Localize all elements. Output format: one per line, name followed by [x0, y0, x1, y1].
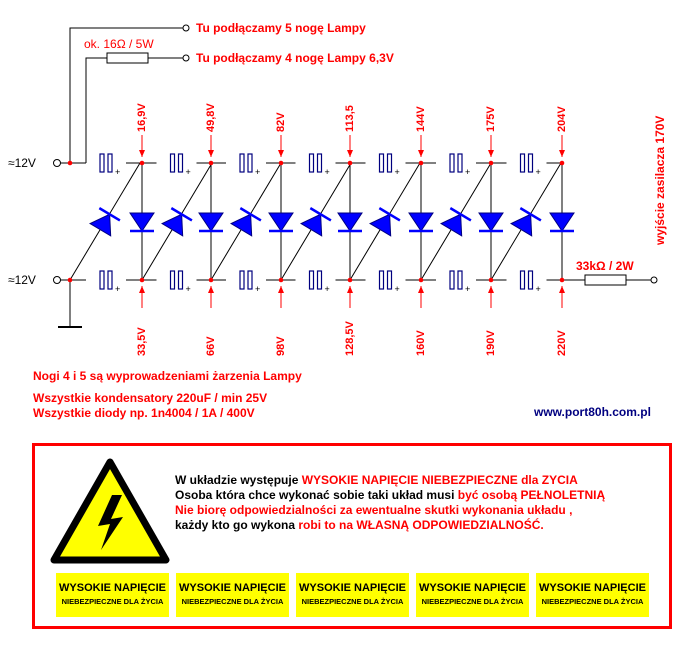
bottom-capacitor: [436, 271, 476, 294]
diagonal-diode: [491, 163, 561, 280]
output-resistor: [585, 275, 626, 285]
ac-bottom-terminal[interactable]: [54, 277, 61, 284]
junction-dot: [279, 278, 284, 283]
note-capacitors: Wszystkie kondensatory 220uF / min 25V: [33, 391, 268, 405]
ac-top-terminal[interactable]: [54, 160, 61, 167]
top-voltage-label: 49,8V: [205, 103, 217, 132]
bottom-voltage-arrow: [139, 286, 145, 308]
vertical-diode: [269, 163, 293, 280]
junction-dot: [489, 161, 494, 166]
bottom-voltage-label: 33,5V: [136, 327, 148, 356]
svg-text:+: +: [115, 167, 121, 177]
vertical-diode: [409, 163, 433, 280]
top-voltage-arrow: [559, 135, 565, 157]
top-voltage-label: 204V: [556, 106, 568, 132]
junction-dot: [209, 161, 214, 166]
warning-sign-title: WYSOKIE NAPIĘCIE: [179, 582, 286, 594]
heater-resistor-label: ok. 16Ω / 5W: [84, 37, 154, 51]
warning-line-1-a: W układzie występuje: [175, 473, 302, 487]
junction-dot: [489, 278, 494, 283]
top-capacitor: [157, 154, 197, 177]
pin5-note: Tu podłączamy 5 nogę Lampy: [196, 21, 366, 35]
warning-sign-subtitle: NIEBEZPIECZNE DLA ŻYCIA: [61, 597, 164, 606]
vertical-diode: [479, 163, 503, 280]
note-heater-pins: Nogi 4 i 5 są wyprowadzeniami żarzenia Lampy: [33, 369, 302, 383]
bottom-voltage-label: 66V: [205, 336, 217, 356]
svg-text:+: +: [394, 284, 400, 294]
svg-text:+: +: [535, 284, 541, 294]
website-link[interactable]: www.port80h.com.pl: [534, 405, 651, 419]
pin4-terminal[interactable]: [183, 55, 189, 61]
svg-text:+: +: [185, 284, 191, 294]
diodes: [70, 163, 574, 280]
top-voltage-label: 175V: [485, 106, 497, 132]
bottom-voltage-label: 128,5V: [344, 321, 356, 356]
warning-line-1-b: WYSOKIE NAPIĘCIE NIEBEZPIECZNE dla ZYCIA: [301, 473, 578, 487]
diagonal-diode: [350, 163, 420, 280]
top-capacitor: [436, 154, 476, 177]
warning-text: [175, 473, 605, 533]
svg-text:+: +: [324, 284, 330, 294]
bottom-voltage-arrow: [559, 286, 565, 308]
top-voltage-arrow: [208, 135, 214, 157]
warning-sign-title: WYSOKIE NAPIĘCIE: [419, 582, 526, 594]
high-voltage-warning-icon: [50, 458, 170, 566]
bottom-voltage-arrow: [488, 286, 494, 308]
top-voltage-arrow: [278, 135, 284, 157]
bottom-capacitor: [86, 271, 126, 294]
warning-box: [32, 443, 672, 629]
bottom-capacitor: [157, 271, 197, 294]
top-capacitor: [86, 154, 126, 177]
bottom-voltage-arrow: [418, 286, 424, 308]
pin4-wire: [86, 58, 107, 163]
junction-dot: [348, 278, 353, 283]
top-voltage-label: 113,5: [344, 105, 356, 132]
diagonal-diode: [281, 163, 351, 280]
warning-sign-2: [176, 573, 289, 617]
ac-bottom-label: ≈12V: [8, 273, 36, 287]
diagonal-diode: [211, 163, 281, 280]
bottom-capacitor: [226, 271, 266, 294]
junction-dot: [140, 161, 145, 166]
top-voltage-arrow: [347, 135, 353, 157]
bottom-voltage-label: 160V: [415, 330, 427, 356]
svg-text:+: +: [255, 284, 261, 294]
warning-line-4-b: robi to na WŁASNĄ ODPOWIEDZIALNOŚĆ.: [298, 518, 544, 532]
pin5-terminal[interactable]: [183, 25, 189, 31]
warning-sign-subtitle: NIEBEZPIECZNE DLA ŻYCIA: [301, 597, 404, 606]
output-label: wyjście zasilacza 170V: [653, 115, 667, 245]
top-voltage-arrow: [488, 135, 494, 157]
top-capacitor: [226, 154, 266, 177]
bottom-capacitor: [296, 271, 336, 294]
bottom-capacitor: [366, 271, 406, 294]
top-voltage-label: 82V: [275, 112, 287, 132]
warning-sign-title: WYSOKIE NAPIĘCIE: [299, 582, 406, 594]
warning-line-2: [175, 488, 605, 503]
svg-text:+: +: [394, 167, 400, 177]
bottom-voltage-label: 98V: [275, 336, 287, 356]
warning-sign-1: [56, 573, 169, 617]
pin4-note: Tu podłączamy 4 nogę Lampy 6,3V: [196, 51, 394, 65]
warning-sign-subtitle: NIEBEZPIECZNE DLA ŻYCIA: [421, 597, 524, 606]
junction-dot: [348, 161, 353, 166]
diagonal-diode: [142, 163, 212, 280]
vertical-diode: [338, 163, 362, 280]
warning-sign-title: WYSOKIE NAPIĘCIE: [59, 582, 166, 594]
top-capacitor: [366, 154, 406, 177]
junction-dot: [560, 278, 565, 283]
svg-text:+: +: [115, 284, 121, 294]
vertical-diode: [199, 163, 223, 280]
warning-line-4-a: każdy kto go wykona: [175, 518, 299, 532]
warning-sign-subtitle: NIEBEZPIECZNE DLA ŻYCIA: [181, 597, 284, 606]
warning-sign-title: WYSOKIE NAPIĘCIE: [539, 582, 646, 594]
top-voltage-arrow: [418, 135, 424, 157]
diagonal-diode: [421, 163, 491, 280]
diagonal-diode: [70, 163, 140, 280]
vertical-diode: [130, 163, 154, 280]
warning-line-3: Nie biorę odpowiedzialności za ewentualne skutki wykonania układu ,: [175, 503, 573, 517]
bottom-voltage-arrow: [208, 286, 214, 308]
warning-line-4: [175, 518, 605, 533]
note-diodes: Wszystkie diody np. 1n4004 / 1A / 400V: [33, 406, 255, 420]
svg-text:+: +: [324, 167, 330, 177]
output-terminal[interactable]: [651, 277, 657, 283]
warning-sign-3: [296, 573, 409, 617]
warning-line-2-a: Osoba która chce wykonać sobie taki układ musi: [175, 488, 458, 502]
bottom-voltage-arrow: [278, 286, 284, 308]
heater-resistor: [107, 53, 148, 63]
warning-sign-4: [416, 573, 529, 617]
vertical-diode: [550, 163, 574, 280]
svg-text:+: +: [465, 167, 471, 177]
junction-dot: [419, 278, 424, 283]
svg-text:+: +: [465, 284, 471, 294]
fixed-parts: [54, 25, 658, 327]
junction-dot: [68, 161, 73, 166]
svg-text:+: +: [535, 167, 541, 177]
ac-top-label: ≈12V: [8, 156, 36, 170]
top-capacitor: [507, 154, 547, 177]
bottom-voltage-label: 190V: [485, 330, 497, 356]
warning-sign-5: [536, 573, 649, 617]
output-resistor-label: 33kΩ / 2W: [576, 259, 634, 273]
junction-dot: [560, 161, 565, 166]
warning-line-1: [175, 473, 605, 488]
warning-sign-subtitle: NIEBEZPIECZNE DLA ŻYCIA: [541, 597, 644, 606]
top-voltage-label: 16,9V: [136, 103, 148, 132]
bottom-voltage-label: 220V: [556, 330, 568, 356]
top-voltage-arrow: [139, 135, 145, 157]
warning-line-2-b: być osobą PEŁNOLETNIĄ: [457, 488, 606, 502]
svg-text:+: +: [185, 167, 191, 177]
svg-text:+: +: [255, 167, 261, 177]
junction-dot: [68, 278, 73, 283]
junction-dot: [140, 278, 145, 283]
top-voltage-label: 144V: [415, 106, 427, 132]
top-capacitor: [296, 154, 336, 177]
bottom-capacitor: [507, 271, 547, 294]
junction-dot: [209, 278, 214, 283]
bottom-voltage-arrow: [347, 286, 353, 308]
junction-dot: [279, 161, 284, 166]
junction-dot: [419, 161, 424, 166]
